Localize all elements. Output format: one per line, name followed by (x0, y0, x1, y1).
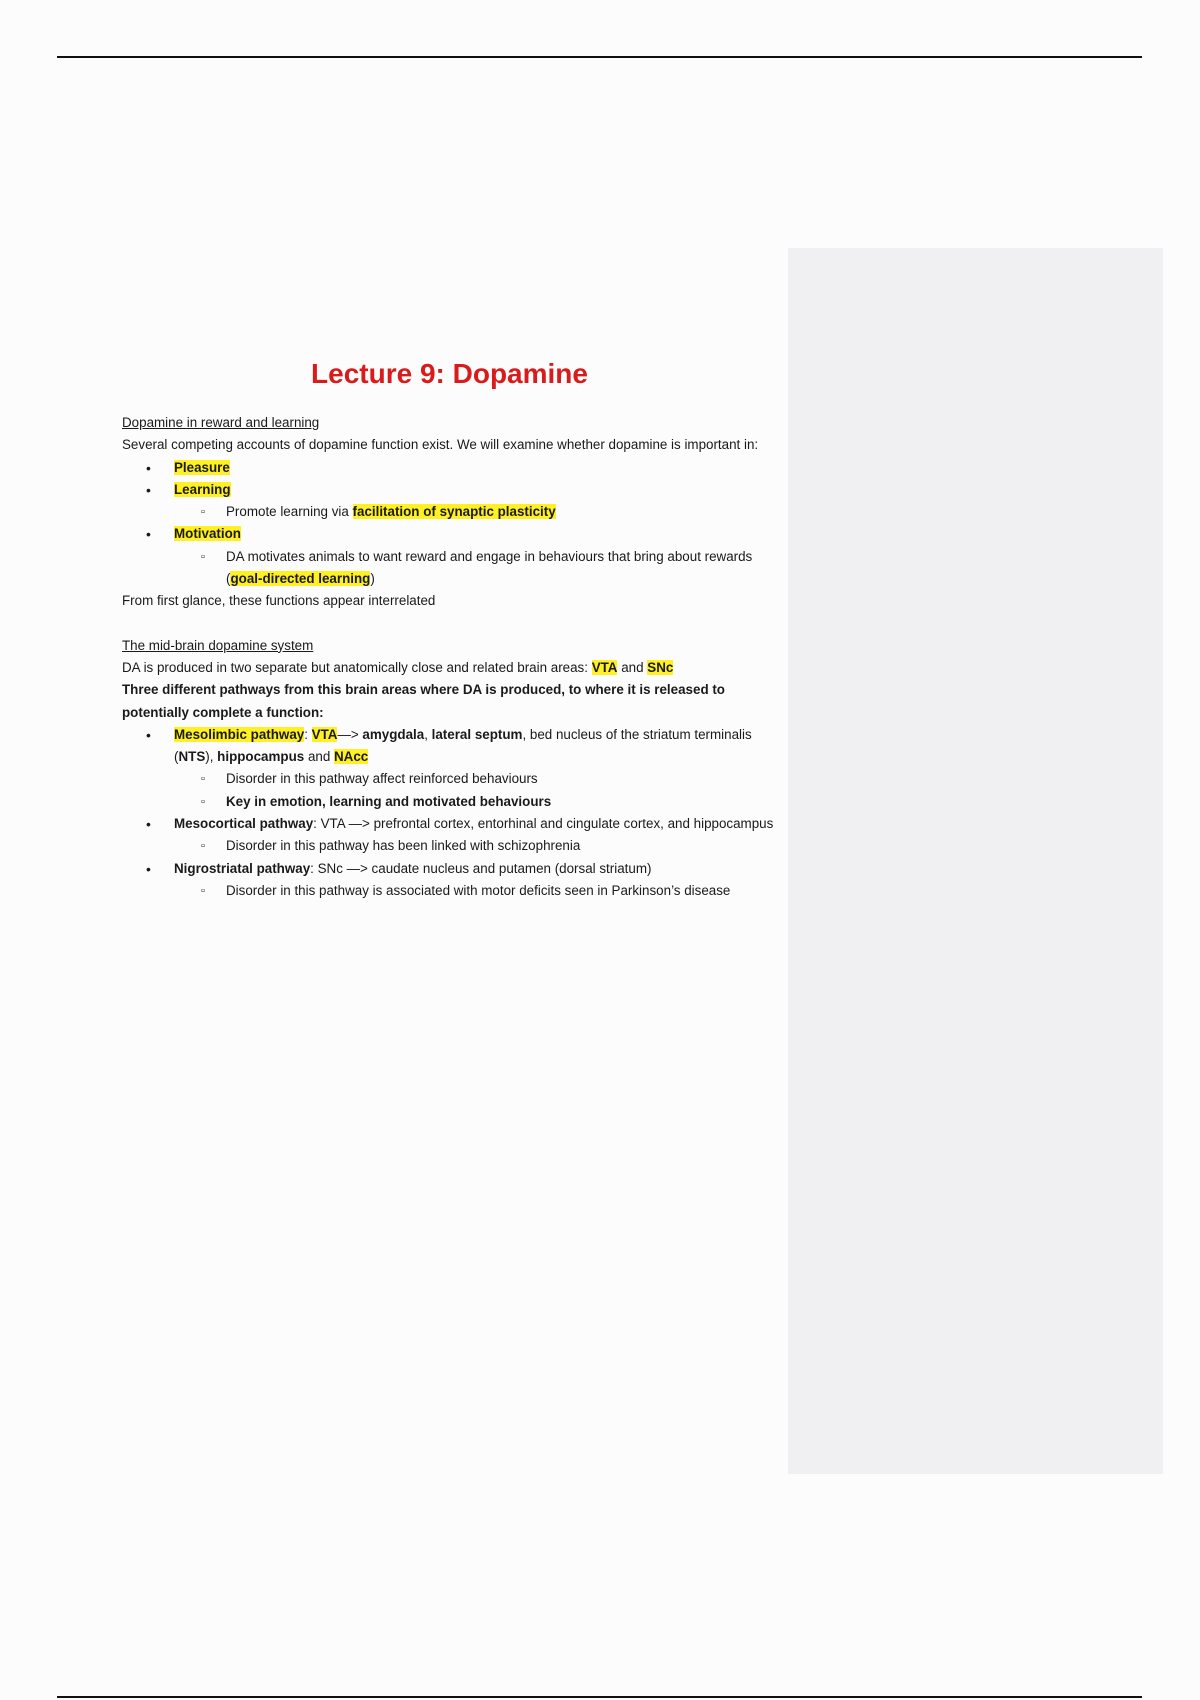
target-amygdala: amygdala (362, 726, 425, 742)
sub-item-text: Disorder in this pathway has been linked with schizophrenia (226, 838, 581, 854)
sub-list-item (122, 546, 782, 591)
pathway-mid-text: , bed nucleus of the striatum terminalis ( (174, 726, 752, 765)
bullet-icon: • (146, 860, 151, 877)
vta-term: VTA (311, 726, 338, 742)
function-list (122, 457, 782, 591)
pathway-arrow: —> (337, 726, 363, 742)
item-label: Motivation (174, 526, 241, 542)
item-label: Learning (174, 481, 231, 497)
pathway-mesocortical (122, 813, 782, 835)
pathway-name: Nigrostriatal pathway (174, 860, 311, 876)
list-item (122, 457, 782, 479)
sub-bullet-icon: ▫ (201, 773, 205, 786)
bullet-icon: • (146, 726, 151, 743)
intro-and: and (617, 659, 648, 675)
sub-item-text: Disorder in this pathway is associated with motor deficits seen in Parkinson’s disease (226, 882, 731, 898)
pathway-mesolimbic (122, 724, 782, 769)
page-title: Lecture 9: Dopamine (311, 358, 588, 389)
section-heading-midbrain: The mid-brain dopamine system (122, 637, 314, 653)
sub-item-text-after: ) (370, 571, 375, 587)
pathway-comma: , (424, 726, 432, 742)
bullet-icon: • (146, 816, 151, 833)
sub-list-item (122, 880, 782, 902)
section-intro-midbrain (122, 657, 782, 679)
intro-text: DA is produced in two separate but anatomically close and related brain areas: (122, 659, 592, 675)
pathway-and: and (304, 749, 335, 765)
sub-bullet-icon: ▫ (201, 840, 205, 853)
sub-list-item (122, 501, 782, 523)
sub-list-item (122, 768, 782, 790)
snc-term: SNc (647, 659, 674, 675)
sub-bullet-icon: ▫ (201, 550, 205, 563)
bullet-icon: • (146, 459, 151, 476)
sub-item-text: DA motivates animals to want reward and engage in behaviours that bring about rewards ( (226, 548, 753, 587)
pathways-intro: Three different pathways from this brain areas where DA is produced, to where it is released to potentially complete a function: (122, 682, 725, 720)
pathway-description: : SNc —> caudate nucleus and putamen (dorsal striatum) (310, 860, 652, 876)
pathway-close: ), (205, 749, 218, 765)
pathway-name: Mesolimbic pathway (174, 726, 305, 742)
vta-term: VTA (591, 659, 618, 675)
sub-item-text: Disorder in this pathway affect reinforced behaviours (226, 771, 538, 787)
header-rule (57, 56, 1142, 58)
target-nacc: NAcc (334, 749, 369, 765)
pathway-description: : VTA —> prefrontal cortex, entorhinal and cingulate cortex, and hippocampus (313, 816, 774, 832)
sub-list-item (122, 835, 782, 857)
pathway-colon: : (304, 726, 312, 742)
sub-bullet-icon: ▫ (201, 884, 205, 897)
target-septum: lateral septum (431, 726, 523, 742)
bullet-icon: • (146, 481, 151, 498)
sub-bullet-icon: ▫ (201, 506, 205, 519)
section-closing-reward: From first glance, these functions appear interrelated (122, 593, 436, 609)
highlighted-term: facilitation of synaptic plasticity (352, 504, 556, 520)
bullet-icon: • (146, 526, 151, 543)
sub-item-text: Key in emotion, learning and motivated behaviours (226, 793, 552, 809)
highlighted-term: goal-directed learning (230, 571, 371, 587)
body-text (122, 412, 782, 902)
pathway-list (122, 724, 782, 902)
footer-rule (57, 1696, 1142, 1698)
sub-list-item (122, 791, 782, 813)
section-intro-reward: Several competing accounts of dopamine function exist. We will examine whether dopamine is important in: (122, 437, 759, 453)
sub-item-text: Promote learning via (226, 504, 353, 520)
list-item (122, 479, 782, 501)
list-item (122, 523, 782, 545)
target-nts: NTS (178, 749, 206, 765)
section-heading-reward: Dopamine in reward and learning (122, 415, 320, 430)
sub-bullet-icon: ▫ (201, 795, 205, 808)
comment-pane (788, 248, 1163, 1474)
pathway-nigrostriatal (122, 858, 782, 880)
item-label: Pleasure (174, 459, 230, 475)
pathway-name: Mesocortical pathway (174, 816, 314, 832)
target-hippocampus: hippocampus (217, 749, 305, 765)
